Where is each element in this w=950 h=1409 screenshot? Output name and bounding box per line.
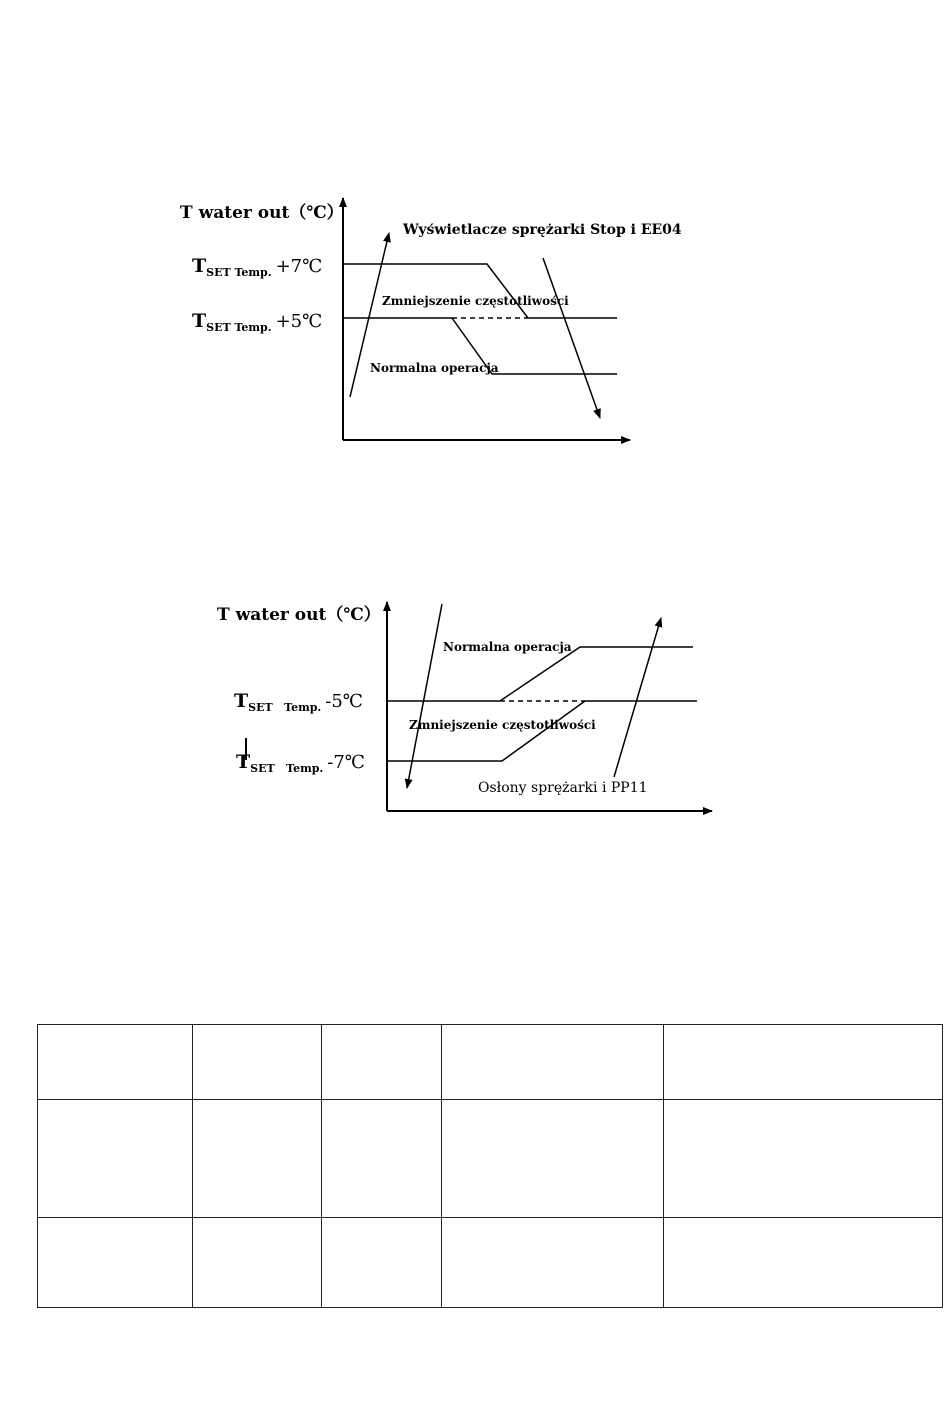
d2-level-high-label: $T_{SET Temp.}$ -5℃ bbox=[234, 690, 363, 714]
table-cell bbox=[322, 1100, 442, 1218]
d1-level-low-label: $T_{SET Temp.}$ +5℃ bbox=[192, 310, 323, 334]
table-cell bbox=[664, 1100, 943, 1218]
diagram-2 bbox=[217, 602, 712, 811]
diagram-1 bbox=[180, 198, 682, 440]
table-cell bbox=[442, 1025, 664, 1100]
d1-stop-line bbox=[343, 264, 617, 318]
d2-y-axis-label: T water out（℃） bbox=[217, 605, 381, 625]
table-cell bbox=[442, 1100, 664, 1218]
table-cell bbox=[193, 1100, 322, 1218]
d1-falling-arrow bbox=[543, 258, 600, 418]
table-cell bbox=[193, 1218, 322, 1308]
d1-y-axis-label: T water out（℃） bbox=[180, 203, 344, 223]
table-cell bbox=[322, 1218, 442, 1308]
table-cell bbox=[38, 1025, 193, 1100]
d1-level-high-label: $T_{SET Temp.}$ +7℃ bbox=[192, 255, 323, 279]
table-cell bbox=[38, 1218, 193, 1308]
table-cell bbox=[322, 1025, 442, 1100]
d1-annotation-normal: Normalna operacja bbox=[370, 361, 499, 375]
table-row bbox=[38, 1218, 943, 1308]
d2-annotation-protect: Osłony sprężarki i PP11 bbox=[478, 780, 648, 796]
d2-level-low-label: $T_{SET Temp.}$ -7℃ bbox=[236, 751, 365, 775]
table-cell bbox=[38, 1100, 193, 1218]
table-cell bbox=[664, 1218, 943, 1308]
table-cell bbox=[664, 1025, 943, 1100]
d2-annotation-reduce: Zmniejszenie częstotliwości bbox=[409, 718, 596, 732]
d1-annotation-reduce: Zmniejszenie częstotliwości bbox=[382, 294, 569, 308]
table-cell bbox=[193, 1025, 322, 1100]
d2-annotation-normal: Normalna operacja bbox=[443, 640, 572, 654]
table-row bbox=[38, 1025, 943, 1100]
empty-table bbox=[37, 1024, 943, 1308]
table-row bbox=[38, 1100, 943, 1218]
d2-rising-arrow bbox=[614, 618, 661, 777]
d1-annotation-stop: Wyświetlacze sprężarki Stop i EE04 bbox=[403, 222, 682, 238]
table-cell bbox=[442, 1218, 664, 1308]
